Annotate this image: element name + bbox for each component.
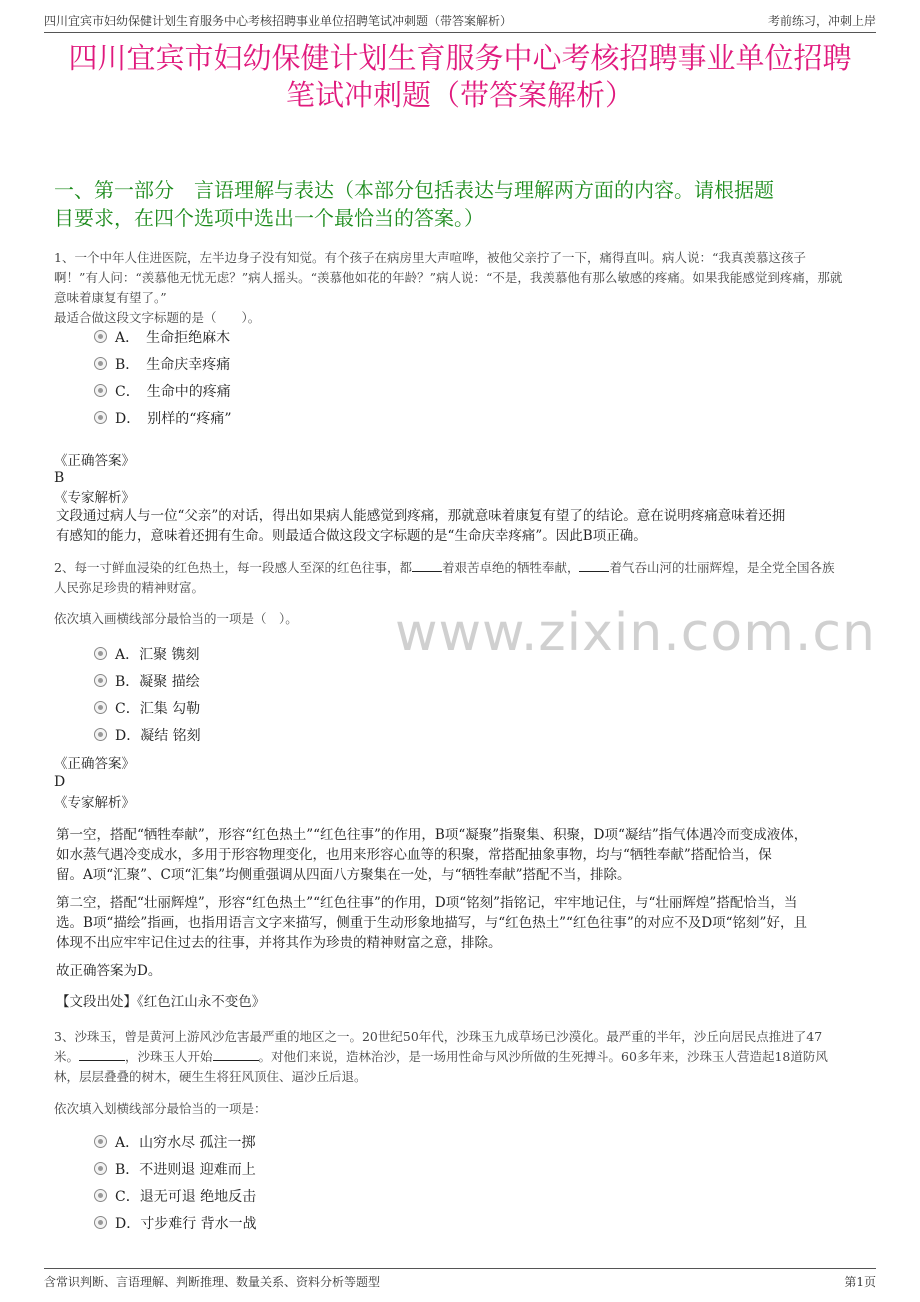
analysis-line: 第一空，搭配“牺牲奉献”，形容“红色热土”“红色往事”的作用，B项“凝聚”指聚集、积聚，D项“凝结”指气体遇冷而变成液体， — [56, 827, 808, 843]
q1-option-d[interactable] — [94, 409, 232, 429]
radio-icon[interactable] — [94, 1189, 107, 1202]
q1-option-b[interactable] — [94, 355, 230, 375]
option-label: C． 生命中的疼痛 — [115, 384, 231, 400]
analysis-line: 第二空，搭配“壮丽辉煌”，形容“红色热土”“红色往事”的作用，D项“铭刻”指铭记，牢牢地记住，与“壮丽辉煌”搭配恰当，当 — [56, 895, 798, 911]
analysis-line: 留。A项“汇聚”、C项“汇集”均侧重强调从四面八方聚集在一处，与“牺牲奉献”搭配不当，排除。 — [56, 867, 631, 883]
title-line-2: 笔试冲刺题（带答案解析） — [285, 78, 634, 112]
q1-analysis — [56, 506, 862, 546]
radio-icon[interactable] — [94, 1135, 107, 1148]
q3-stem-line-1: 3、沙珠玉，曾是黄河上游风沙危害最严重的地区之一。20世纪50年代，沙珠玉九成草场已沙漠化。最严重的半年，沙丘向居民点推进了47 — [54, 1029, 823, 1044]
option-label: C．汇集 勾勒 — [115, 701, 201, 717]
blank-line — [579, 559, 609, 572]
option-label: A．山穷水尽 孤注一掷 — [115, 1135, 256, 1151]
blank-line — [79, 1048, 125, 1061]
analysis-line: 如水蒸气遇冷变成水，多用于形容物理变化，也用来形容心血等的积聚，常搭配抽象事物，均与“牺牲奉献”搭配恰当，保 — [56, 847, 772, 863]
q2-option-d[interactable] — [94, 726, 201, 746]
option-label: D． 别样的“疼痛” — [115, 411, 232, 427]
option-label: C．退无可退 绝地反击 — [115, 1189, 257, 1205]
q1-option-c[interactable] — [94, 382, 231, 402]
q3-option-b[interactable] — [94, 1160, 256, 1180]
q2-stem-line-1 — [54, 558, 866, 578]
q2-analysis-para-1 — [56, 825, 862, 885]
q1-stem-line: 1、一个中年人住进医院，左半边身子没有知觉。有个孩子在病房里大声喧哗，被他父亲拧了一下，痛得直叫。病人说：“我真羡慕这孩子 — [54, 250, 806, 265]
q2-stem — [54, 558, 866, 598]
watermark: www.zixin.com.cn — [395, 603, 876, 663]
page-title — [50, 40, 870, 114]
section-line-1: 一、第一部分 言语理解与表达（本部分包括表达与理解两方面的内容。请根据题 — [54, 178, 774, 202]
q1-stem — [54, 248, 866, 328]
footer-left-text: 含常识判断、言语理解、判断推理、数量关系、资料分析等题型 — [44, 1275, 381, 1289]
q1-answer-label: 《正确答案》 — [54, 453, 135, 469]
stem-text: ，沙珠玉人开始 — [125, 1049, 213, 1064]
analysis-line: 文段通过病人与一位“父亲”的对话，得出如果病人能感觉到疼痛，那就意味着康复有望了的结论。意在说明疼痛意味着还拥 — [56, 508, 786, 524]
q2-stem-line-2: 人民弥足珍贵的精神财富。 — [54, 580, 205, 595]
q2-source: 【文段出处】《红色江山永不变色》 — [56, 994, 266, 1010]
radio-icon[interactable] — [94, 384, 107, 397]
q1-stem-line: 啊！”有人问：“羡慕他无忧无虑？”病人摇头。“羡慕他如花的年龄？”病人说：“不是，我羡慕他有那么敏感的疼痛。如果我能感觉到疼痛，那就 — [54, 270, 843, 285]
radio-icon[interactable] — [94, 647, 107, 660]
option-label: A．汇聚 镌刻 — [115, 647, 200, 663]
q2-answer-label: 《正确答案》 — [54, 756, 135, 772]
section-line-2: 目要求，在四个选项中选出一个最恰当的答案。） — [54, 206, 484, 230]
q3-stem-line-2 — [54, 1047, 866, 1067]
q2-option-b[interactable] — [94, 672, 200, 692]
stem-text: 米。 — [54, 1049, 80, 1064]
q1-stem-line: 最适合做这段文字标题的是（ ）。 — [54, 310, 261, 325]
q3-option-c[interactable] — [94, 1187, 256, 1207]
analysis-line: 有感知的能力，意味着还拥有生命。则最适合做这段文字标题的是“生命庆幸疼痛”。因此B项正确。 — [56, 528, 647, 544]
q3-prompt: 依次填入划横线部分最恰当的一项是： — [54, 1101, 267, 1116]
stem-text: 。对他们来说，造林治沙，是一场用性命与风沙所做的生死搏斗。60多年来，沙珠玉人营造起18道防风 — [258, 1049, 828, 1064]
option-label: B． 生命庆幸疼痛 — [115, 357, 231, 373]
q2-option-a[interactable] — [94, 645, 200, 665]
stem-text: 2、每一寸鲜血浸染的红色热土，每一段感人至深的红色往事，都 — [54, 560, 412, 575]
q2-conclusion: 故正确答案为D。 — [56, 963, 162, 979]
stem-text: 着艰苦卓绝的牺牲奉献， — [441, 560, 580, 575]
analysis-line: 选。B项“描绘”指画，也指用语言文字来描写，侧重于生动形象地描写，与“红色热土”“红色往事”的对应不及D项“铭刻”好，且 — [56, 915, 807, 931]
radio-icon[interactable] — [94, 728, 107, 741]
radio-icon[interactable] — [94, 330, 107, 343]
q1-answer: B — [54, 470, 65, 486]
q1-stem-line: 意味着康复有望了。” — [54, 290, 167, 305]
radio-icon[interactable] — [94, 1216, 107, 1229]
q1-option-a[interactable] — [94, 328, 230, 348]
q2-analysis-para-2 — [56, 893, 862, 953]
q3-stem-line-3: 林，层层叠叠的树木，硬生生将狂风顶住、逼沙丘后退。 — [54, 1069, 367, 1084]
analysis-line: 体现不出应牢牢记住过去的往事，并将其作为珍贵的精神财富之意，排除。 — [56, 935, 502, 951]
q2-answer: D — [54, 774, 66, 790]
header-right-text: 考前练习，冲刺上岸 — [767, 14, 876, 28]
option-label: D．寸步难行 背水一战 — [115, 1216, 257, 1232]
q3-option-a[interactable] — [94, 1133, 256, 1153]
section-heading — [54, 176, 864, 232]
q2-analysis-label: 《专家解析》 — [54, 795, 135, 811]
radio-icon[interactable] — [94, 357, 107, 370]
q1-analysis-label: 《专家解析》 — [54, 490, 135, 506]
q3-option-d[interactable] — [94, 1214, 257, 1234]
option-label: D．凝结 铭刻 — [115, 728, 201, 744]
option-label: A． 生命拒绝麻木 — [115, 330, 231, 346]
radio-icon[interactable] — [94, 701, 107, 714]
page-number: 第1页 — [844, 1275, 876, 1289]
page-header — [44, 12, 876, 33]
radio-icon[interactable] — [94, 411, 107, 424]
radio-icon[interactable] — [94, 674, 107, 687]
blank-line — [213, 1048, 259, 1061]
page-footer — [44, 1268, 876, 1291]
header-left-text: 四川宜宾市妇幼保健计划生育服务中心考核招聘事业单位招聘笔试冲刺题（带答案解析） — [44, 14, 513, 28]
radio-icon[interactable] — [94, 1162, 107, 1175]
stem-text: 着气吞山河的壮丽辉煌，是全党全国各族 — [609, 560, 835, 575]
title-line-1: 四川宜宾市妇幼保健计划生育服务中心考核招聘事业单位招聘 — [68, 41, 852, 75]
q2-prompt: 依次填入画横线部分最恰当的一项是（ ）。 — [54, 611, 298, 626]
option-label: B．凝聚 描绘 — [115, 674, 200, 690]
q3-stem — [54, 1027, 866, 1087]
option-label: B．不进则退 迎难而上 — [115, 1162, 256, 1178]
q2-option-c[interactable] — [94, 699, 200, 719]
blank-line — [412, 559, 442, 572]
